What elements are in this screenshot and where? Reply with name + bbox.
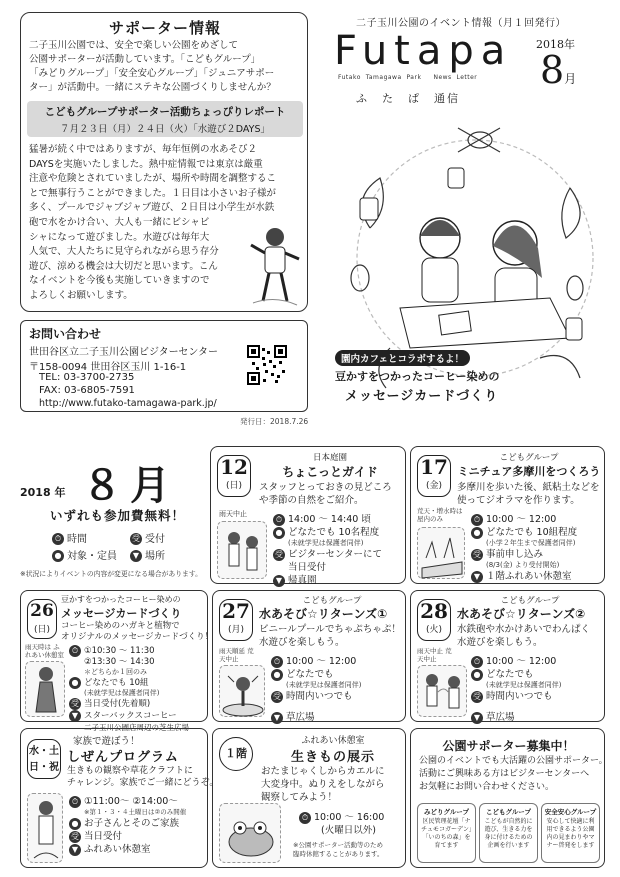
report-line: とで無事行うことができました。１日目は小さいお子様が [29,187,277,199]
group-card-anzen[interactable] [541,803,600,863]
event-title: しぜんプログラム [67,750,179,765]
detail-target-value: お子さんとそのご家族 [84,818,180,829]
group-card-midori[interactable] [417,803,476,863]
weekday-badge-line2: 日・祝 [29,762,59,773]
supporter-intro-line: 「みどりグループ」「安全安心グループ」「ジュニアサポー [29,68,275,79]
event-desc [261,765,385,804]
detail-target-value: どなたでも 10組程度 [486,527,578,538]
masthead-logo-sub: Futako Tamagawa Park News Letter [338,74,478,81]
date-dow: (日) [33,625,51,635]
event-details [471,655,561,724]
date-dow: (月) [227,625,245,635]
legend-time-label: 時間 [67,534,87,545]
clock-icon: ⏱ [69,645,81,657]
contact-address: 〒158-0094 世田谷区玉川 1-16-1 [29,362,187,373]
weather-note: 雨天時は ふれあい休憩室 [25,643,64,659]
pin-icon: ▼ [69,844,81,856]
report-date: ７月２３日（月）２４日（火）「水遊び２DAYS」 [60,124,270,135]
masthead-logo: Futapa [334,28,513,74]
detail-time-value: 10:00 ～ 16:00 [314,812,385,823]
date-badge [219,599,253,641]
event-desc-line: 水鉄砲や水かけあいでわんぱく [457,624,591,635]
detail-reception-value: 事前申し込み [486,549,544,560]
creature-display-card[interactable] [212,728,406,868]
detail-place [69,710,189,722]
pin-icon: ▼ [130,550,142,562]
clock-icon: ⏱ [52,533,64,545]
group-name: 安全安心グループ [544,808,597,816]
supporter-title: サポーター情報 [108,19,221,37]
date-day: 17 [420,455,448,479]
recruit-line: お気軽にお問い合わせください。 [419,782,555,792]
recruit-panel [410,728,608,868]
contact-title: お問い合わせ [29,327,102,341]
child-water-gun-illustration [249,223,301,309]
report-line: シャになって遊びました。水遊びは毎年大 [29,231,210,243]
change-note: ※状況によりイベントの内容が変更になる場合があります。 [20,570,202,578]
reception-icon: 受 [473,691,481,701]
detail-target [471,668,561,681]
august-header [20,448,208,588]
closure-note [293,841,383,859]
masthead-year-unit: 年 [564,38,575,51]
weekday-badge-line1: 水・土 [29,746,59,757]
event-group: ふれあい休憩室 [301,736,365,746]
recruit-title: 公園サポーター募集中！ [442,739,575,753]
event-details [69,795,186,856]
pin-icon: ▼ [471,571,483,583]
detail-target [69,677,189,689]
report-line: 多く、プールでジャブジャブ遊び、２日目は小学生が水鉄 [29,202,275,214]
detail-time-note: (火曜日以外) [321,825,376,836]
person-icon: ● [52,550,64,562]
clock-icon: ⏱ [471,656,483,668]
event-group: こどもグループ [500,596,560,606]
detail-time [271,655,361,668]
detail-target [273,526,382,539]
report-header [27,101,303,137]
event-group: 日本庭園 [312,453,347,463]
detail-reception [69,830,186,843]
detail-time [299,811,384,824]
contact-tel: TEL: 03-3700-2735 [39,372,135,383]
reception-icon: 受 [273,691,281,701]
date-dow: (金) [425,481,443,491]
group-card-kodomo[interactable] [479,803,538,863]
event-card-27[interactable] [212,590,406,722]
detail-target-note: (未就学児は保護者同伴) [486,681,562,689]
detail-time [471,513,577,526]
supporter-intro-line: 公園サポーターが活動しています。「こどもグループ」 [29,54,261,65]
event-card-17[interactable] [410,446,605,584]
contact-url[interactable]: http://www.futako-tamagawa-park.jp/ [39,398,217,409]
contact-panel [20,320,308,412]
event-desc-line: 大変身中。ぬりえをしながら [261,779,385,790]
event-desc [61,621,213,643]
recruit-line: 活動にご興味ある方はビジターセンターへ [419,769,590,779]
pin-icon: ▼ [69,710,81,722]
event-group: こどもグループ [499,453,559,463]
event-title: 水あそび☆リターンズ② [457,607,586,621]
detail-reception-value: 時間内いつでも [486,691,553,702]
legend-reception [130,530,165,545]
person-icon: ● [471,527,483,539]
event-desc-line: ビニールプールでちゃぷちゃぷ！ [259,624,401,635]
detail-time [471,655,561,668]
person-icon: ● [271,669,283,681]
issued-date: 発行日：2018.7.26 [240,417,309,426]
pool-illustration [219,665,265,717]
detail-time-value: 14:00 ～ 14:40 頃 [288,514,371,525]
supporter-intro-line: ター」が活動中。一緒にステキな公園づくりしませんか？ [29,82,276,93]
person-icon: ● [69,818,81,830]
weekly-program-card[interactable] [20,728,219,868]
event-details [69,645,189,733]
detail-place [273,574,382,587]
detail-time [69,795,186,808]
weekday-badge [27,739,61,779]
person-icon: ● [69,677,81,689]
detail-reception-value: 当日受付(先着順) [84,698,151,709]
supporter-intro [29,39,304,95]
pin-icon: ▼ [273,575,285,587]
reception-icon: 受 [71,831,79,841]
detail-place-value: 帰真園 [288,575,317,586]
clock-icon: ⏱ [69,796,81,808]
reception-icon: 受 [275,549,283,559]
guide-illustration [217,521,267,579]
event-title: 水あそび☆リターンズ① [259,607,388,621]
legend-target [52,547,117,562]
event-details [471,513,577,583]
detail-time-value: ①11:00～ ②14:00～ [84,796,178,807]
event-desc-line: おたまじゃくしからカエルに [261,766,385,777]
detail-target [271,668,361,681]
report-line: よろしくお願いします。 [29,289,133,301]
masthead-tagline: 二子玉川公園のイベント情報（月１回発行） [356,18,566,29]
event-desc-line: 使ってジオラマを作ります。 [457,495,580,506]
group-desc: 安心して快適に利用できるよう公園内の見まわりやマナー啓発をします [546,818,595,849]
report-line: 猛暑が続く中ではありますが、毎年恒例の水あそび２ [29,144,258,155]
detail-time-value2: ②13:30 ～ 14:30 [84,657,155,667]
pin-icon: ▼ [271,712,283,724]
floor-badge: １階 [219,737,253,771]
report-line: なイベントを今後も実施していきますので [29,275,210,287]
reception-icon: 受 [132,534,140,543]
date-badge [417,455,451,497]
detail-time-value: 10:00 ～ 12:00 [486,514,557,525]
legend-place [130,547,165,562]
report-line: 砲で水をかけ合い、大人も一緒にビシャビ [29,216,210,228]
masthead-month [540,48,576,92]
event-details [299,811,384,837]
clock-icon: ⏱ [273,514,285,526]
event-card-26[interactable] [20,590,214,732]
date-day: 27 [222,599,250,623]
date-day: 12 [220,455,248,479]
date-badge [27,599,57,639]
event-desc [259,481,392,507]
free-notice: いずれも参加費無料！ [50,508,186,523]
detail-target-note: (未就学児は保護者同伴) [286,681,362,689]
detail-time-value: 10:00 ～ 12:00 [286,656,357,667]
detail-target-value: どなたでも 10組 [84,677,149,688]
event-title: ちょこっとガイド [282,465,378,479]
detail-target-value: どなたでも [486,669,534,680]
detail-reception [69,698,189,710]
weather-note: 雨天中止 [219,510,247,518]
clock-icon: ⏱ [299,812,311,824]
august-year: 2018 年 [20,486,66,499]
event-desc-line: コーヒー染めのハガキと植物で [61,621,180,631]
event-group: こどもグループ [302,596,362,606]
event-desc-line: や季節の自然をご紹介。 [259,495,364,506]
reception-icon: 受 [473,549,481,559]
person-icon: ● [471,669,483,681]
detail-target-note: (未就学児は保護者同伴) [84,689,160,697]
weather-note: 荒天・増水時は屋内のみ [417,507,463,523]
detail-target-value: どなたでも 10名程度 [288,527,380,538]
event-desc [67,765,218,789]
legend-reception-label: 受付 [145,534,165,545]
reception-icon: 受 [71,699,79,708]
detail-time-value: ①10:30 ～ 11:30 [84,645,155,656]
qr-code[interactable] [247,345,287,385]
detail-target-note: (小学２年生まで保護者同伴) [486,539,576,547]
event-desc [259,623,401,649]
detail-place-value: ふれあい休憩室 [84,844,151,855]
masthead-kana: ふ た ぱ 通信 [356,92,460,105]
date-dow: (日) [225,481,243,491]
event-desc-line: オリジナルのメッセージカードづくり！ [61,632,214,642]
legend-target-label: 対象・定員 [67,551,117,562]
weather-note: 雨天順延 荒天中止 [219,647,254,663]
detail-target-note: (未就学児は保護者同伴) [288,539,364,547]
event-desc-line: 水遊びを楽しもう。 [457,637,543,648]
detail-reception-value: 時間内いつでも [286,691,353,702]
group-name: みどりグループ [424,808,469,816]
detail-reception-value: 当日受付 [84,831,123,842]
detail-reception-note: (8/3(金) より受付開始) [486,561,560,569]
person-icon: ● [273,527,285,539]
event-group: 豆かすをつかったコーヒー染めの [61,595,181,604]
contact-fax: FAX: 03-6805-7591 [39,385,135,396]
detail-target-value: どなたでも [286,669,334,680]
event-desc-line: 水遊びを楽しもう。 [259,637,345,648]
detail-place-value: 草広場 [286,712,315,723]
masthead-month-unit: 月 [564,72,577,86]
closure-note-line: ※公園サポーター活動等のため [293,841,383,849]
detail-place-value: スターバックスコーヒー [84,710,177,721]
frog-illustration [219,803,281,863]
group-desc: 区民管理花壇「ナチュモコガーデン」「いのちの森」を育てます [421,818,472,849]
event-title: メッセージカードづくり [61,607,182,620]
recruit-line: 公園のイベントでも大活躍の公園サポーター。 [419,756,608,766]
august-month: ８月 [82,462,178,509]
water-gun-illustration [417,665,467,717]
detail-reception [471,548,577,561]
detail-time [69,645,189,657]
detail-place-value2: 二子玉川公園店周辺の芝生広場 [84,723,189,732]
diorama-illustration [417,527,465,579]
detail-time-value: 10:00 ～ 12:00 [486,656,557,667]
recruit-body [419,755,608,794]
cover-caption-line3: メッセージカードづくり [345,389,499,404]
event-title: ミニチュア多摩川をつくろう [457,465,601,478]
detail-reception [471,690,561,703]
date-badge [417,599,451,641]
detail-reception-value: ビジターセンターにて [288,549,383,560]
supporter-intro-line: 二子玉川公園では、安全で楽しい公園をめざして [29,40,239,51]
event-desc [457,481,600,507]
detail-place [471,711,561,724]
event-details [271,655,361,724]
cover-caption-badge: 園内カフェとコラボするよ！ [335,350,470,366]
event-desc-line: 生きもの観察や草花クラフトに [67,766,194,776]
masthead-month-value: 8 [540,48,565,92]
detail-time [273,513,382,526]
report-line: DAYSを実施いたしました。熱中症情報では東京は厳重 [29,158,263,170]
event-desc-line: チャレンジ。家族でご一緒にどうぞ。 [67,778,219,788]
event-title: 生きもの展示 [290,750,375,765]
nature-illustration [27,793,63,863]
legend-place-label: 場所 [145,551,165,562]
cover-caption-line2: 豆かすをつかったコーヒー染めの [335,370,500,383]
report-title: こどもグループサポーター活動ちょっぴりレポート [44,106,286,118]
detail-target [69,817,186,830]
event-card-28[interactable] [410,590,605,722]
card-making-illustration [25,661,65,717]
date-day: 28 [420,599,448,623]
contact-org: 世田谷区立二子玉川公園ビジターセンター [29,347,218,358]
event-desc-line: 多摩川を歩いた後、紙粘土などを [457,482,600,493]
event-details [273,513,382,587]
event-desc [457,623,590,649]
clock-icon: ⏱ [471,514,483,526]
detail-place [69,843,186,856]
detail-reception [273,548,382,561]
detail-time-note: ＊どちらか１回のみ [84,668,147,676]
date-dow: (火) [425,625,443,635]
legend-time [52,530,87,545]
detail-reception-value2: 当日受付 [288,562,327,573]
detail-place-value: １階ふれあい休憩室 [486,571,572,582]
report-line: 人気で、大人たちに見守られながら思う存分 [29,246,219,258]
event-card-12[interactable] [210,446,406,584]
event-group: 家族で遊ぼう！ [73,736,140,747]
detail-time-note: ※第１・３・４土曜日は②のみ開催 [84,808,187,816]
date-badge [217,455,251,497]
date-day: 26 [30,601,54,621]
detail-reception [271,690,361,703]
masthead-year-value: 2018 [536,38,564,51]
group-name: こどもグループ [486,808,531,816]
event-desc-line: 観察してみよう！ [261,792,338,803]
event-desc-line: スタッフとっておきの見どころ [259,482,392,493]
group-desc: こどもが自然的に遊び、生きる力を身に付けるための企画を行います [484,818,533,849]
closure-note-line: 臨時休館することがあります。 [293,850,384,858]
report-line: 遊び、涼める機会は大切だと思います。こん [29,260,218,272]
report-line: 注意や危険とされていましたが、場所や時間を調整するこ [29,173,277,185]
detail-target [471,526,577,539]
supporter-info-panel [20,12,308,312]
detail-place-value: 草広場 [486,712,515,723]
pin-icon: ▼ [471,712,483,724]
detail-place [271,711,361,724]
clock-icon: ⏱ [271,656,283,668]
detail-place [471,570,577,583]
weather-note: 雨天中止 荒天中止 [417,647,452,663]
